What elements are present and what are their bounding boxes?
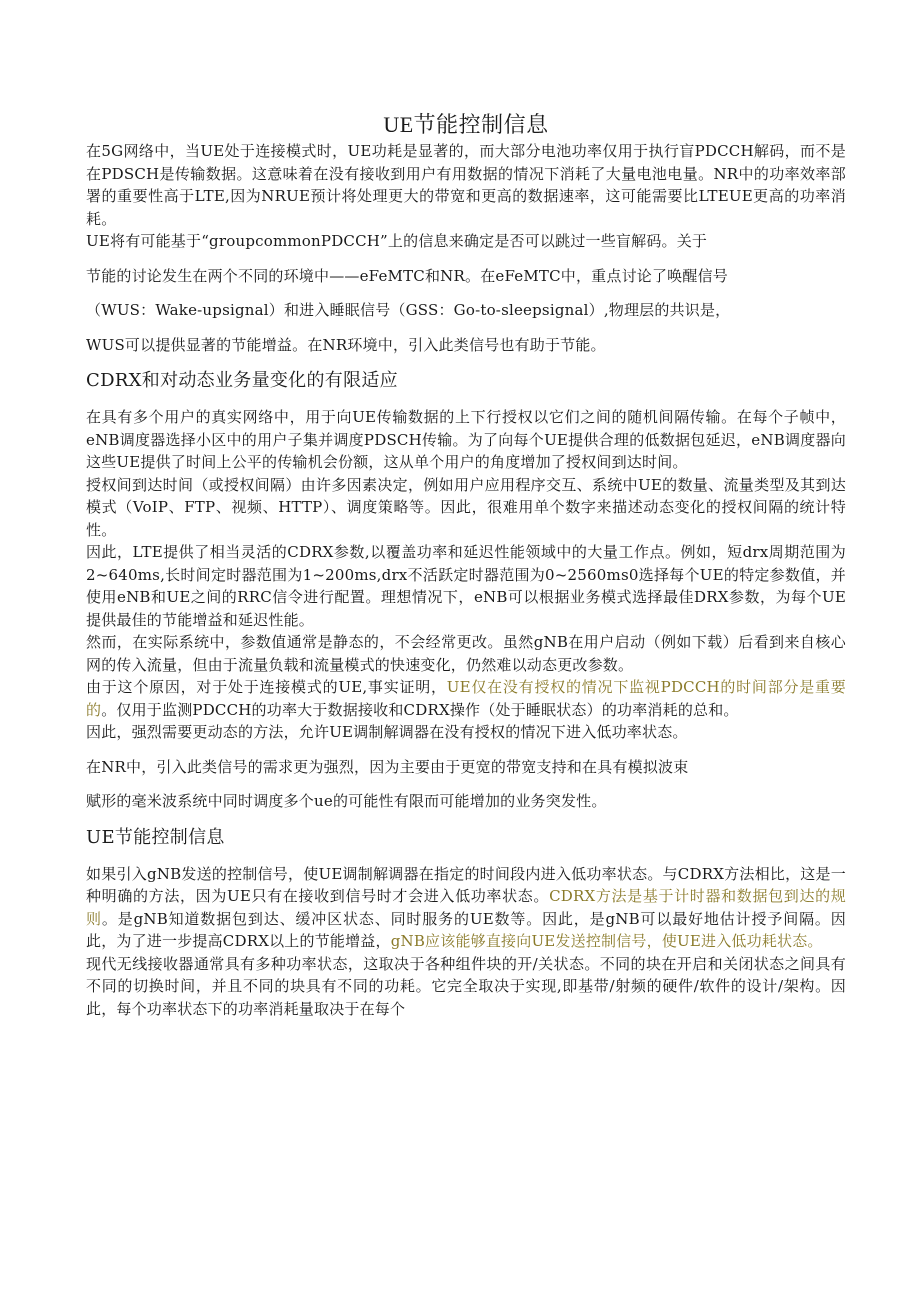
cdrx-paragraph-8: 赋形的毫米波系统中同时调度多个ue的可能性有限而可能增加的业务突发性。 — [86, 792, 607, 810]
cdrx-paragraph-3: 因此，LTE提供了相当灵活的CDRX参数,以覆盖功率和延迟性能领域中的大量工作点。例如，短drx周期范围为2~640ms,长时间定时器范围为1~200ms,drx不活跃定时器范围为0~2560ms0选择每个UE的特定参数值，并使用eNB和UE之间的RRC信令进行配置。理想情况下，eNB可以根据业务模式选择最佳DRX参数，为每个UE提供最佳的节能增益和延迟性能。 — [86, 543, 846, 629]
intro-paragraph-1: 在5G网络中，当UE处于连接模式时，UE功耗是显著的，而大部分电池功率仅用于执行盲PDCCH解码，而不是在PDSCH是传输数据。这意味着在没有接收到用户有用数据的情况下消耗了大量电池电量。NR中的功率效率部署的重要性高于LTE,因为NRUE预计将处理更大的带宽和更高的数据速率，这可能需要比LTEUE更高的功率消耗。 — [86, 142, 846, 228]
document-page — [86, 110, 846, 1020]
ue-paragraph-1 — [86, 863, 846, 953]
cdrx-paragraph-6: 因此，强烈需要更动态的方法，允许UE调制解调器在没有授权的情况下进入低功率状态。 — [86, 723, 688, 741]
ue-paragraph-1-start: 如果引入gNB发送的控制信号，使UE调制解调器在指定的时间段内进入低功率状态。与CDRX方法相比，这是一种明确的方法，因为UE只有在接收到信号时才会进入低功率状态。 — [86, 864, 846, 905]
cdrx-paragraph-4: 然而，在实际系统中，参数值通常是静态的，不会经常更改。虽然gNB在用户启动（例如下载）后看到来自核心网的传入流量，但由于流量负载和流量模式的快速变化，仍然难以动态更改参数。 — [86, 633, 846, 674]
ue-paragraph-1-middle: 。是gNB知道数据包到达、缓冲区状态、同时服务的UE数等。因此，是gNB可以最好地估计授予间隔。因此，为了进一步提高CDRX以上的节能增益， — [86, 909, 846, 950]
cdrx-paragraph-5-start: 由于这个原因，对于处于连接模式的UE,事实证明， — [86, 678, 447, 696]
cdrx-paragraph-2: 授权间到达时间（或授权间隔）由许多因素决定，例如用户应用程序交互、系统中UE的数量、流量类型及其到达模式（VoIP、FTP、视频、HTTP）、调度策略等。因此，很难用单个数字来描述动态变化的授权间隔的统计特性。 — [86, 475, 846, 539]
cdrx-paragraph-5 — [86, 676, 846, 721]
page-title: UE节能控制信息 — [383, 112, 549, 137]
ue-highlight-text-1: CDRX方法是基于计时器和数据包到达的规则 — [86, 887, 846, 928]
cdrx-paragraph-7: 在NR中，引入此类信号的需求更为强烈，因为主要由于更宽的带宽支持和在具有模拟波束 — [86, 757, 689, 776]
intro-paragraph-2: UE将有可能基于“groupcommonPDCCH”上的信息来确定是否可以跳过一些盲解码。关于 — [86, 232, 708, 250]
cdrx-paragraph-1: 在具有多个用户的真实网络中，用于向UE传输数据的上下行授权以它们之间的随机间隔传输。在每个子帧中，eNB调度器选择小区中的用户子集并调度PDSCH传输。为了向每个UE提供合理的低数据包延迟，eNB调度器向这些UE提供了时间上公平的传输机会份额，这从单个用户的角度增加了授权间到达时间。 — [86, 408, 846, 471]
intro-paragraph-4: （WUS：Wake-upsignal）和进入睡眠信号（GSS：Go-to-sleepsignal）,物理层的共识是， — [86, 301, 731, 319]
intro-paragraph-3: 节能的讨论发生在两个不同的环境中——eFeMTC和NR。在eFeMTC中，重点讨论了唤醒信号 — [86, 266, 728, 285]
ue-paragraph-2: 现代无线接收器通常具有多种功率状态，这取决于各种组件块的开/关状态。不同的块在开启和关闭状态之间具有不同的切换时间，并且不同的块具有不同的功耗。它完全取决于实现,即基带/射频的硬件/软件的设计/架构。因此，每个功率状态下的功率消耗量取决于在每个 — [86, 954, 846, 1018]
intro-paragraph-5: WUS可以提供显著的节能增益。在NR环境中，引入此类信号也有助于节能。 — [86, 335, 606, 354]
ue-highlight-text-2: gNB应该能够直接向UE发送控制信号，使UE进入低功耗状态。 — [390, 932, 823, 950]
cdrx-highlight-text: UE仅在没有授权的情况下监视PDCCH的时间部分是重要的 — [86, 678, 846, 719]
section-heading-ue-power-saving: UE节能控制信息 — [86, 826, 225, 848]
section-heading-cdrx: CDRX和对动态业务量变化的有限适应 — [86, 370, 398, 391]
cdrx-paragraph-5-end: 。仅用于监测PDCCH的功率大于数据接收和CDRX操作（处于睡眠状态）的功率消耗的总和。 — [101, 700, 739, 719]
